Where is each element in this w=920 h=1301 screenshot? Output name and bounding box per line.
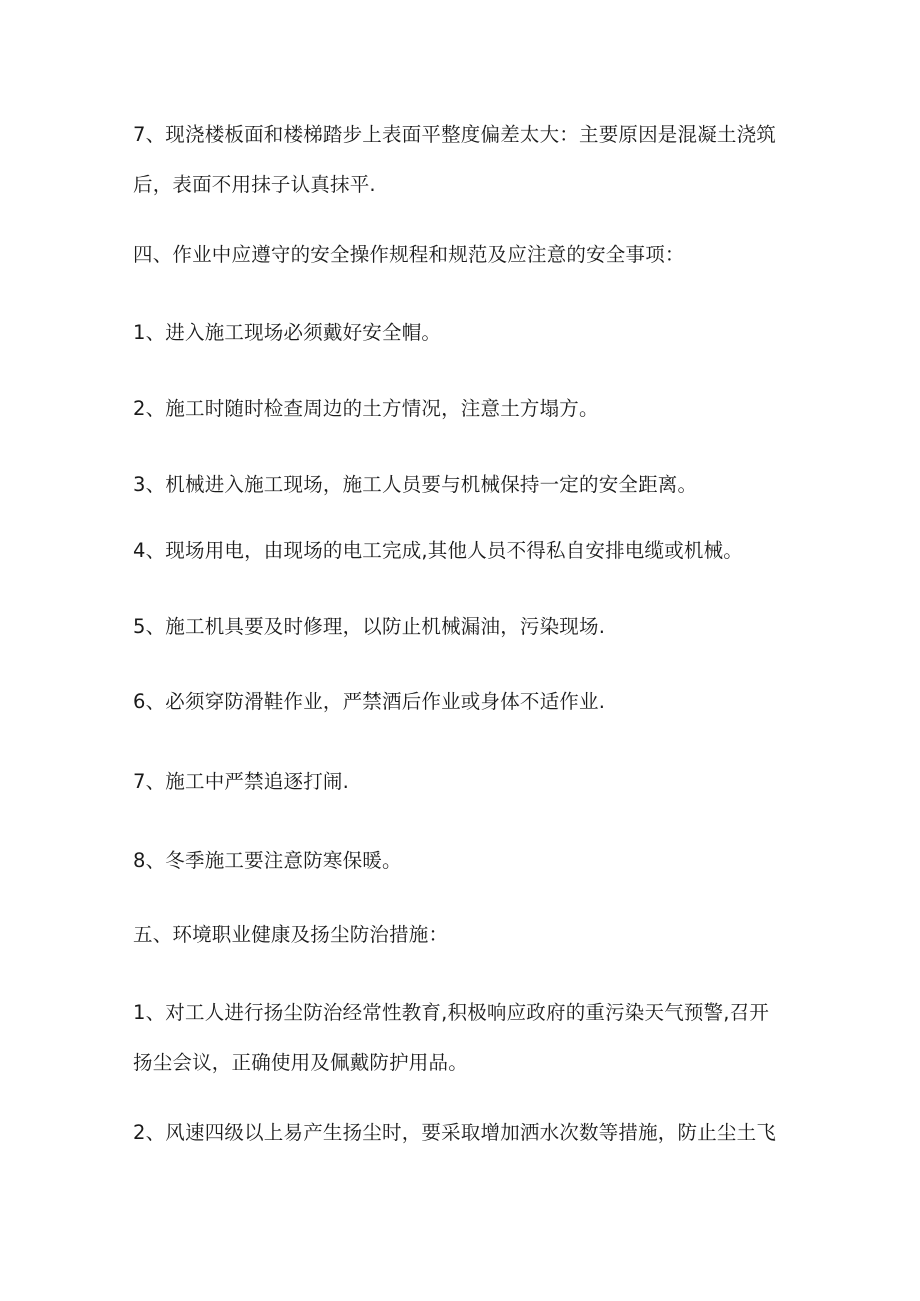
paragraph-line: 7、施工中严禁追逐打闹.: [133, 770, 350, 793]
paragraph-line: 1、进入施工现场必须戴好安全帽。: [133, 321, 442, 344]
paragraph-safety-4: [133, 526, 793, 576]
paragraph-line: 5、施工机具要及时修理，以防止机械漏油，污染现场.: [133, 615, 606, 638]
paragraph-7-flatness: [133, 110, 793, 210]
paragraph-line: 4、现场用电，由现场的电工完成,其他人员不得私自安排电缆或机械。: [133, 539, 744, 562]
section-heading-5: [133, 910, 793, 960]
paragraph-line: 2、风速四级以上易产生扬尘时，要采取增加洒水次数等措施，防止尘土飞: [133, 1121, 777, 1144]
paragraph-line: 1、对工人进行扬尘防治经常性教育,积极响应政府的重污染天气预警,召开: [133, 1001, 770, 1024]
paragraph-safety-2: [133, 384, 793, 434]
paragraph-dust-1: [133, 988, 793, 1088]
section-heading-text: 五、环境职业健康及扬尘防治措施：: [133, 923, 449, 946]
section-heading-text: 四、作业中应遵守的安全操作规程和规范及应注意的安全事项：: [133, 243, 685, 266]
paragraph-safety-7: [133, 757, 793, 807]
paragraph-dust-2: [133, 1108, 793, 1158]
paragraph-safety-6: [133, 677, 793, 727]
paragraph-safety-8: [133, 836, 793, 886]
paragraph-line: 6、必须穿防滑鞋作业，严禁酒后作业或身体不适作业.: [133, 690, 606, 713]
paragraph-line: 3、机械进入施工现场，施工人员要与机械保持一定的安全距离。: [133, 473, 698, 496]
paragraph-line: 7、现浇楼板面和楼梯踏步上表面平整度偏差太大：主要原因是混凝土浇筑: [133, 123, 777, 146]
paragraph-line: 8、冬季施工要注意防寒保暖。: [133, 849, 402, 872]
paragraph-line: 后，表面不用抹子认真抹平.: [133, 173, 376, 196]
paragraph-safety-5: [133, 602, 793, 652]
paragraph-safety-1: [133, 308, 793, 358]
paragraph-line: 扬尘会议，正确使用及佩戴防护用品。: [133, 1051, 468, 1074]
paragraph-safety-3: [133, 460, 793, 510]
paragraph-line: 2、施工时随时检查周边的土方情况，注意土方塌方。: [133, 397, 599, 420]
section-heading-4: [133, 230, 793, 280]
